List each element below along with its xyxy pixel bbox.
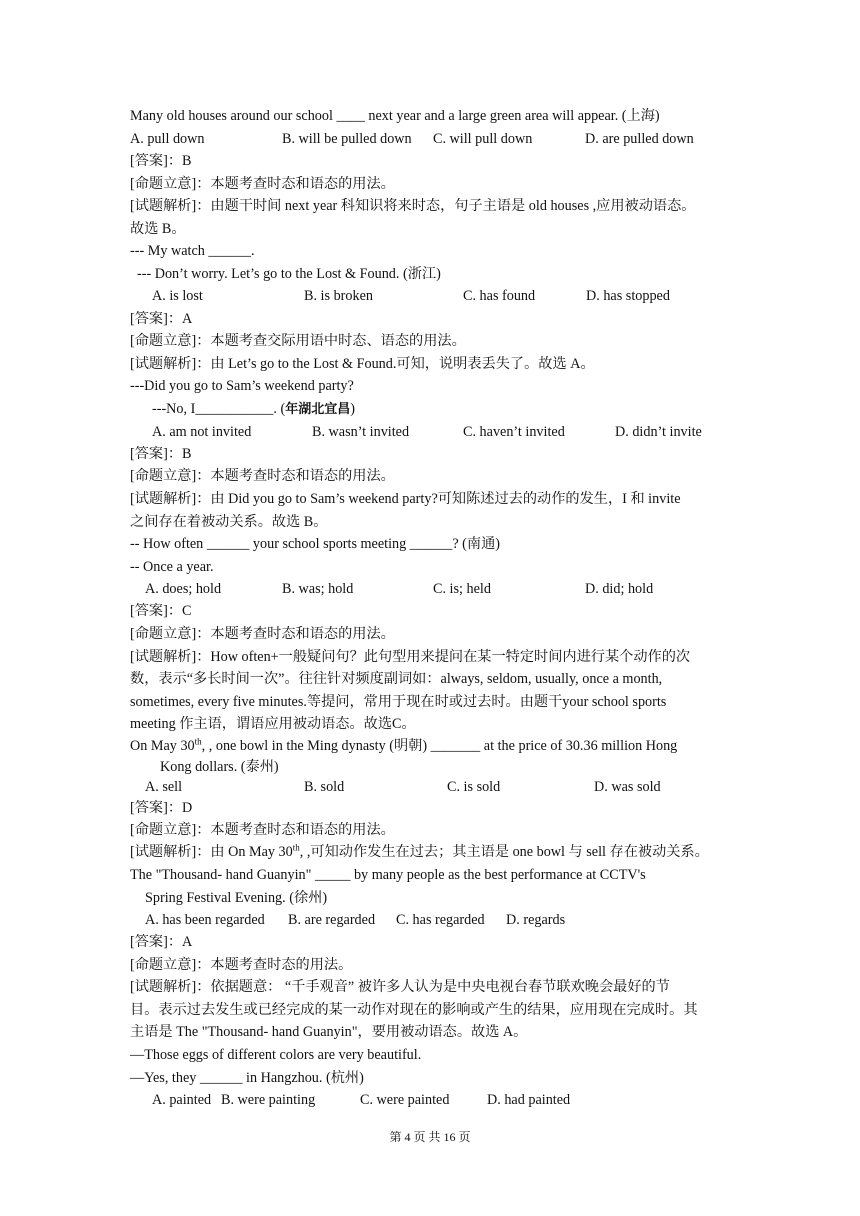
q1-intent: [命题立意]：本题考查时态和语态的用法。 [130, 176, 395, 192]
q5-analysis-rest: , ,可知动作发生在过去；其主语是 one bowl 与 sell 存在被动关系。 [299, 844, 709, 860]
q5-analysis-date-suffix: th [292, 842, 300, 853]
q1-option-d: D. are pulled down [585, 131, 694, 147]
q2-stem-line-2: --- Don’t worry. Let’s go to the Lost & Found. (浙江) [137, 266, 441, 282]
q4-option-b: B. was; hold [282, 581, 354, 597]
q6-stem-line-1: The "Thousand- hand Guanyin" _____ by many people as the best performance at CCTV's [130, 867, 646, 883]
q3-answer: [答案]：B [130, 446, 192, 462]
q1-analysis-line-2: 故选 B。 [130, 221, 186, 237]
q4-intent: [命题立意]：本题考查时态和语态的用法。 [130, 626, 395, 642]
q7-stem-line-2: —Yes, they ______ in Hangzhou. (杭州) [130, 1070, 364, 1086]
q3-stem-line-2 [152, 400, 355, 419]
q1-analysis-line-1: [试题解析]：由题干时间 next year 科知识将来时态，句子主语是 old houses ,应用被动语态。 [130, 198, 696, 214]
q2-intent: [命题立意]：本题考查交际用语中时态、语态的用法。 [130, 333, 466, 349]
q2-option-a: A. is lost [152, 288, 203, 304]
q4-analysis-line-1: [试题解析]：How often+一般疑问句？此句型用来提问在某一特定时间内进行某个动作的次 [130, 649, 691, 665]
q1-answer: [答案]：B [130, 153, 192, 169]
q5-stem-line-2: Kong dollars. (泰州) [160, 759, 279, 775]
q2-option-b: B. is broken [304, 288, 373, 304]
q4-stem-line-1: -- How often ______ your school sports meeting ______? (南通) [130, 536, 500, 552]
q2-analysis-line-1: [试题解析]：由 Let’s go to the Lost & Found.可知，说明表丢失了。故选 A。 [130, 356, 595, 372]
q5-analysis-line-1 [130, 843, 709, 861]
q3-option-a: A. am not invited [152, 424, 252, 440]
q6-intent: [命题立意]：本题考查时态的用法。 [130, 957, 353, 973]
q3-source: 年湖北宜昌 [285, 402, 351, 417]
q5-stem-line-1 [130, 737, 677, 755]
q2-stem-line-1: --- My watch ______. [130, 243, 255, 259]
q3-option-c: C. haven’t invited [463, 424, 565, 440]
q4-option-d: D. did; hold [585, 581, 654, 597]
q2-option-c: C. has found [463, 288, 536, 304]
q6-option-c: C. has regarded [396, 912, 485, 928]
q2-option-d: D. has stopped [586, 288, 670, 304]
q5-option-c: C. is sold [447, 779, 501, 795]
q3-stem-line-1: ---Did you go to Sam’s weekend party? [130, 378, 354, 394]
q4-answer: [答案]：C [130, 603, 192, 619]
q6-option-d: D. regards [506, 912, 566, 928]
q7-option-a: A. painted [152, 1092, 212, 1108]
page-footer: 第 4 页 共 16 页 [389, 1130, 471, 1144]
q7-option-d: D. had painted [487, 1092, 571, 1108]
q7-option-c: C. were painted [360, 1092, 450, 1108]
q1-option-c: C. will pull down [433, 131, 533, 147]
q4-analysis-line-2: 数，表示“多长时间一次”。往往针对频度副词如：always, seldom, usually, once a month, [130, 671, 663, 687]
q6-option-b: B. are regarded [288, 912, 376, 928]
q5-option-a: A. sell [145, 779, 183, 795]
q5-intent: [命题立意]：本题考查时态和语态的用法。 [130, 822, 395, 838]
q3-option-b: B. wasn’t invited [312, 424, 410, 440]
q6-option-a: A. has been regarded [145, 912, 265, 928]
q4-analysis-line-3: sometimes, every five minutes.等提问，常用于现在时或过去时。由题干your school sports [130, 694, 667, 710]
q6-analysis-line-2: 目。表示过去发生或已经完成的某一动作对现在的影响或产生的结果，应用现在完成时。其 [130, 1002, 698, 1018]
q4-stem-line-2: -- Once a year. [130, 559, 214, 575]
q4-option-c: C. is; held [433, 581, 491, 597]
q3-analysis-line-1: [试题解析]：由 Did you go to Sam’s weekend party?可知陈述过去的动作的发生，I 和 invite [130, 491, 681, 507]
q3-analysis-line-2: 之间存在着被动关系。故选 B。 [130, 514, 328, 530]
q4-option-a: A. does; hold [145, 581, 222, 597]
q6-analysis-line-3: 主语是 The "Thousand- hand Guanyin"，要用被动语态。故选 A。 [130, 1024, 528, 1040]
q5-stem-date-suffix: th [194, 736, 202, 747]
q7-option-b: B. were painting [221, 1092, 316, 1108]
q5-stem-text: , , one bowl in the Ming dynasty (明朝) _______ at the price of 30.36 million Hong [201, 738, 678, 754]
q1-stem: Many old houses around our school ____ next year and a large green area will appear. (上海) [130, 108, 660, 124]
q1-option-a: A. pull down [130, 131, 205, 147]
q6-stem-line-2: Spring Festival Evening. (徐州) [145, 890, 328, 906]
q6-answer: [答案]：A [130, 934, 193, 950]
q5-option-b: B. sold [304, 779, 345, 795]
q1-option-b: B. will be pulled down [282, 131, 412, 147]
q7-stem-line-1: —Those eggs of different colors are very beautiful. [130, 1047, 422, 1063]
q4-analysis-line-4: meeting 作主语，谓语应用被动语态。故选C。 [130, 716, 416, 732]
q5-analysis-text: [试题解析]：由 On May 30 [130, 844, 293, 860]
q5-option-d: D. was sold [594, 779, 661, 795]
q6-analysis-line-1: [试题解析]：依据题意： “千手观音” 被许多人认为是中央电视台春节联欢晚会最好的节 [130, 979, 670, 995]
q3-option-d: D. didn’t invite [615, 424, 702, 440]
q5-answer: [答案]：D [130, 800, 193, 816]
q3-intent: [命题立意]：本题考查时态和语态的用法。 [130, 468, 395, 484]
q3-stem-close: ) [350, 401, 355, 417]
q5-stem-date: On May 30 [130, 738, 195, 754]
q3-stem-text: ---No, I___________. ( [152, 401, 286, 417]
q2-answer: [答案]：A [130, 311, 193, 327]
